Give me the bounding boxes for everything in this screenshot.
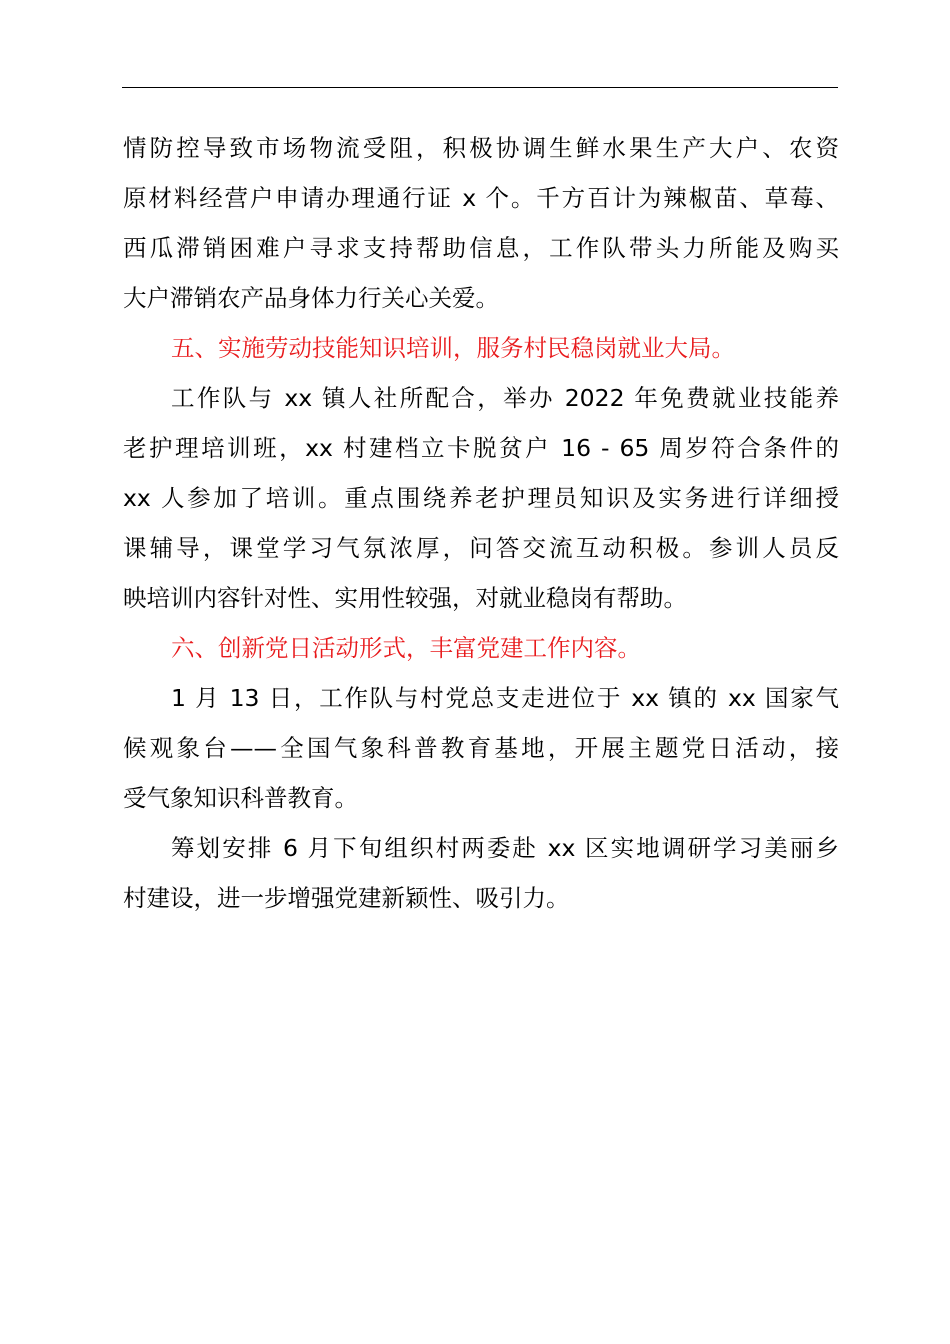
body-line: 1 月 13 日，工作队与村党总支走进位于 xx 镇的 xx 国家气 [171,684,839,712]
body-line: 西瓜滞销困难户寻求支持帮助信息，工作队带头力所能及购买 [123,234,839,262]
body-line: 大户滞销农产品身体力行关心关爱。 [123,284,499,312]
body-line: 筹划安排 6 月下旬组织村两委赴 xx 区实地调研学习美丽乡 [171,834,839,862]
body-line: 课辅导，课堂学习气氛浓厚，问答交流互动积极。参训人员反 [123,534,839,562]
header-rule [122,87,838,88]
body-line: 受气象知识科普教育。 [123,784,358,812]
section-heading-6: 六、创新党日活动形式，丰富党建工作内容。 [171,634,641,662]
body-line: 老护理培训班，xx 村建档立卡脱贫户 16 - 65 周岁符合条件的 [123,434,839,462]
body-line: 候观象台——全国气象科普教育基地，开展主题党日活动，接 [123,734,839,762]
body-line: 工作队与 xx 镇人社所配合，举办 2022 年免费就业技能养 [171,384,839,412]
body-line: 映培训内容针对性、实用性较强，对就业稳岗有帮助。 [123,584,687,612]
body-line: 村建设，进一步增强党建新颖性、吸引力。 [123,884,570,912]
section-heading-5: 五、实施劳动技能知识培训，服务村民稳岗就业大局。 [171,334,735,362]
body-line: 情防控导致市场物流受阻，积极协调生鲜水果生产大户、农资 [123,134,839,162]
body-line: 原材料经营户申请办理通行证 x 个。千方百计为辣椒苗、草莓、 [123,184,839,212]
body-line: xx 人参加了培训。重点围绕养老护理员知识及实务进行详细授 [123,484,839,512]
document-body [123,123,839,923]
